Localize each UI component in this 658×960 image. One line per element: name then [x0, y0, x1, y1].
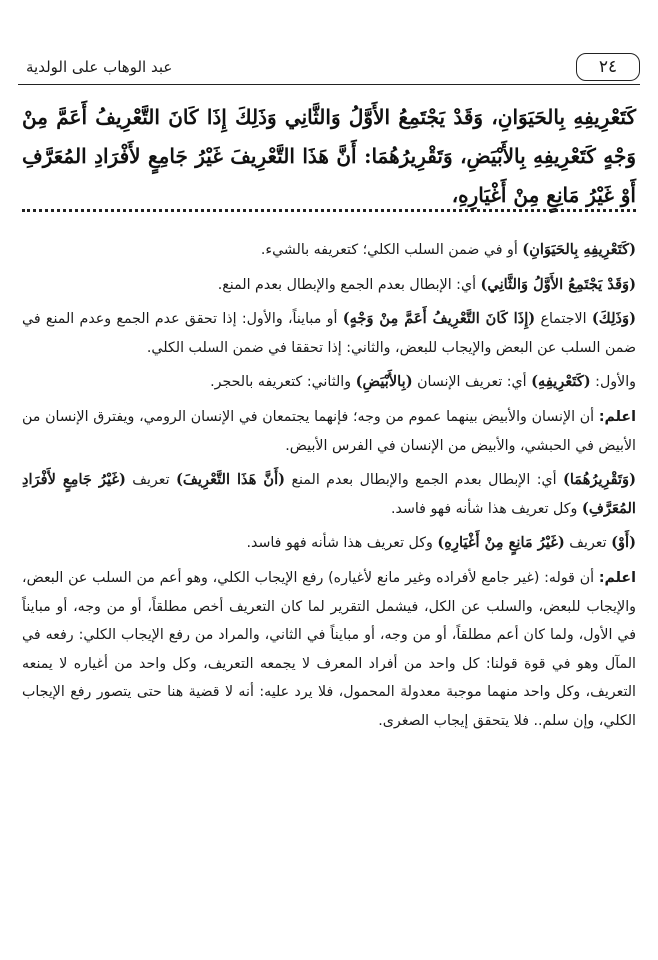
dotted-divider [22, 209, 636, 212]
header-divider [18, 84, 640, 85]
commentary-text: أي: الإبطال بعدم الجمع والإبطال بعدم المنع. [217, 276, 481, 293]
quoted-matn: (غَيْرُ جَامِعٍ لأَفْرَادِ المُعَرَّفِ) [22, 471, 636, 517]
quoted-matn: (بِالأَبْيَضِ) [355, 373, 413, 391]
commentary-text: أن قوله: (غير جامع لأفراده وغير مانع لأغياره) رفع الإيجاب الكلي، وهو أعم من السلب عن البعض، والإيجاب للبعض، والسلب عن الكل، فيشمل التقرير لما كان التعريف أخص مطلقاً، أو من وجه، أو مبايناً في الأول، ولما كان أعم مطلقاً، أو من وجه، أو مبايناً في الثاني، والمراد من رفع الإيجاب الكلي: رفعه في المآل وهو في قوة قولنا: كل واحد من أفراد المعرف لا يجمعه التعريف، وكل واحد من أغياره لا يمنعه التعريف، وكل واحد منهما موجبة معدولة المحمول، فلا يرد عليه: أنه لا قضية هنا حتى يتصور رفع الإيجاب الكلي، وإن سلم.. فلا يتحقق إيجاب الصغرى. [22, 569, 636, 729]
page-number: ٢٤ [576, 53, 640, 81]
note-lead: اعلم: [598, 408, 636, 425]
commentary-text: أو في ضمن السلب الكلي؛ كتعريفه بالشيء. [260, 242, 523, 258]
commentary-text: تعريف [125, 472, 176, 489]
commentary-paragraph [22, 305, 636, 362]
commentary-paragraph [22, 368, 636, 397]
note-lead: اعلم: [598, 569, 636, 586]
quoted-matn: (كَتَعْرِيفِهِ) [531, 373, 591, 391]
commentary-text: والثاني: كتعريفه بالحجر. [210, 374, 356, 391]
commentary-text: الاجتماع [535, 311, 592, 328]
commentary-paragraph [22, 236, 636, 265]
commentary-text: والأول: [590, 374, 636, 391]
quoted-matn: (وَقَدْ يَجْتَمِعُ الأَوَّلُ وَالثَّانِي) [480, 275, 636, 293]
quoted-matn: (أَوْ) [611, 534, 636, 552]
running-title: عبد الوهاب على الولدية [26, 58, 173, 76]
quoted-matn: (وَتَقْرِيرُهُمَا) [562, 471, 637, 489]
commentary-paragraph [22, 466, 636, 523]
commentary-text: أن الإنسان والأبيض بينهما عموم من وجه؛ فإنهما يجتمعان في الإنسان الرومي، ويفترق الإنسان من الأبيض في الحبشي، والأبيض من الإنسان في الفرس الأبيض. [22, 408, 636, 454]
quoted-matn: (أَنَّ هَذَا التَّعْرِيفَ) [175, 471, 286, 489]
commentary-text: أي: تعريف الإنسان [412, 374, 532, 391]
commentary-paragraph [22, 564, 636, 736]
commentary-text: وكل تعريف هذا شأنه فهو فاسد. [246, 535, 438, 552]
commentary-paragraph [22, 403, 636, 460]
quoted-matn: (وَذَلِكَ) [591, 310, 636, 328]
commentary-text: وكل تعريف هذا شأنه فهو فاسد. [391, 500, 582, 517]
commentary [22, 236, 636, 742]
commentary-paragraph [22, 271, 636, 300]
commentary-text: تعريف [564, 535, 612, 552]
commentary-text: أو مبايناً، والأول: إذا تحقق عدم الجمع وعدم المنع في ضمن السلب عن البعض والإيجاب للبعض، والثاني: إذا تحققا في ضمن السلب الكلي. [22, 311, 636, 356]
main-text: كَتَعْرِيفِهِ بِالحَيَوَانِ، وَقَدْ يَجْتَمِعُ الأَوَّلُ وَالثَّانِي وَذَلِكَ إِذَا كَانَ التَّعْرِيفُ أَعَمَّ مِنْ وَجْهٍ كَتَعْرِيفِهِ بِالأَبْيَضِ، وَتَقْرِيرُهُمَا: أَنَّ هَذَا التَّعْرِيفَ غَيْرُ جَامِعٍ لأَفْرَادِ المُعَرَّفِ أَوْ غَيْرُ مَانِعٍ مِنْ أَغْيَارِهِ، [22, 105, 636, 207]
commentary-paragraph [22, 529, 636, 558]
commentary-text: أي: الإبطال بعدم الجمع والإبطال بعدم المنع [285, 472, 563, 489]
page-header [18, 52, 640, 82]
quoted-matn: (كَتَعْرِيفِهِ بِالحَيَوَانِ) [522, 241, 636, 258]
quoted-matn: (إِذَا كَانَ التَّعْرِيفُ أَعَمَّ مِنْ وَجْهٍ) [342, 310, 536, 328]
quoted-matn: (غَيْرُ مَانِعٍ مِنْ أَغْيَارِهِ) [437, 534, 565, 552]
